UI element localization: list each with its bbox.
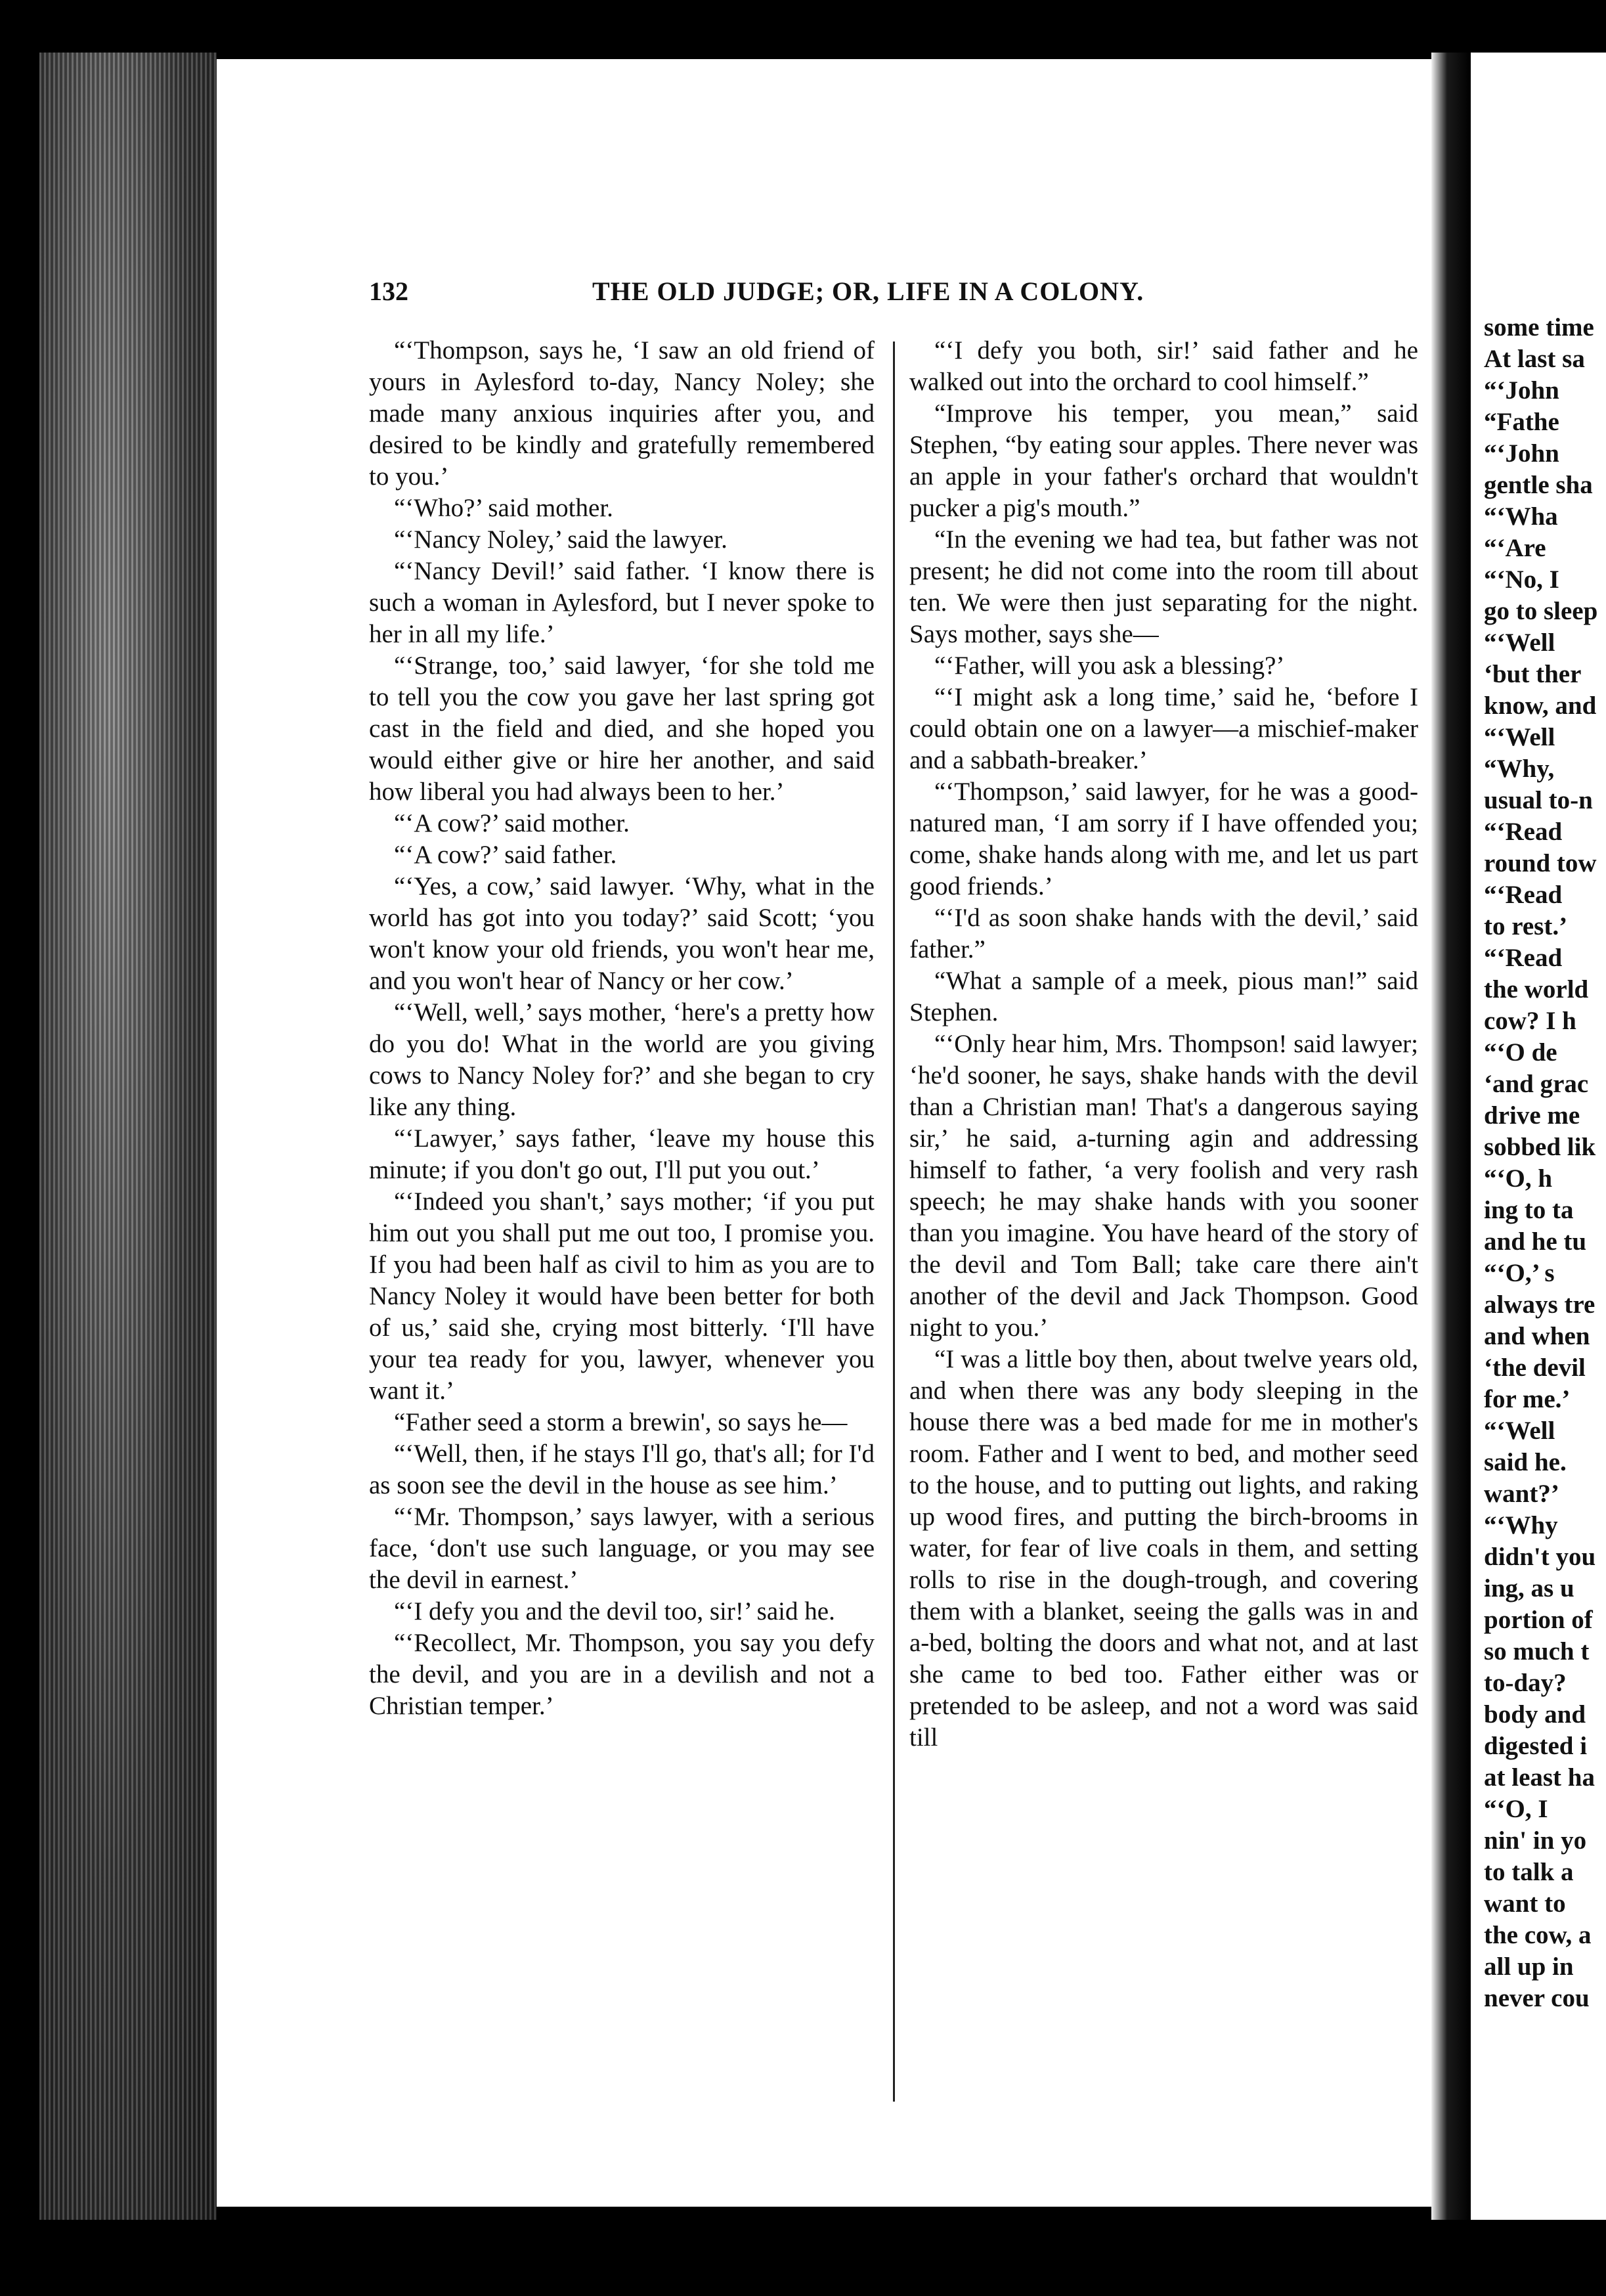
paragraph: “‘I defy you both, sir!’ said father and he walked out into the orchard to cool himself.” <box>909 336 1418 396</box>
line-fragment: cow? I h <box>1484 1007 1576 1035</box>
line-fragment: “‘Why <box>1484 1511 1558 1539</box>
paragraph: “‘Only hear him, Mrs. Thompson! said lawyer; ‘he'd sooner, he says, shake hands with the devil than a Christian man! That's a dangerous saying sir,’ he said, a-turning agin and addressing himself to father, ‘a very foolish and very rash speech; he may shake hands with you sooner than you imagine. You have heard of the story of the devil and Tom Ball; take care there ain't another of the devil and Jack Thompson. Good night to you.’ <box>909 1030 1418 1342</box>
line-fragment: know, and <box>1484 692 1597 720</box>
line-fragment: and he tu <box>1484 1227 1587 1256</box>
book-page-edges <box>39 53 217 2220</box>
running-title: THE OLD JUDGE; OR, LIFE IN A COLONY. <box>592 276 1144 306</box>
line-fragment: go to sleep <box>1484 597 1598 625</box>
paragraph: “‘Strange, too,’ said lawyer, ‘for she told me to tell you the cow you gave her last spring got cast in the field and died, and she hoped you would either give or hire her another, and said how liberal you had always been to her.’ <box>369 651 875 806</box>
line-fragment: said he. <box>1484 1448 1567 1476</box>
line-fragment: “‘Wha <box>1484 502 1558 531</box>
line-fragment: “‘Read <box>1484 944 1563 972</box>
line-fragment: body and <box>1484 1700 1586 1729</box>
line-fragment: “Why, <box>1484 755 1555 783</box>
line-fragment: ‘the devil <box>1484 1354 1586 1382</box>
line-fragment: drive me <box>1484 1101 1580 1130</box>
paragraph: “‘Father, will you ask a blessing?’ <box>934 651 1285 680</box>
paragraph: “‘I defy you and the devil too, sir!’ said he. <box>394 1597 835 1625</box>
line-fragment: “‘O, h <box>1484 1164 1553 1193</box>
paragraph: “I was a little boy then, about twelve years old, and when there was any body sleeping in the house there was a bed made for me in mother's room. Father and I went to bed, and mother seed to the house, and to putting out lights, and raking up wood fires, and putting the birch-brooms in water, for fear of live coals in them, and setting rolls to rise in the dough-trough, and covering them with a blanket, seeing the galls was in and a-bed, bolting the doors and what not, and at last she came to bed too. Father either was or pretended to be asleep, and not a word was said till <box>909 1345 1418 1752</box>
line-fragment: round tow <box>1484 849 1597 877</box>
line-fragment: ing, as u <box>1484 1574 1574 1602</box>
line-fragment: want to <box>1484 1889 1566 1918</box>
paragraph: “‘I might ask a long time,’ said he, ‘before I could obtain one on a lawyer—a mischief-maker and a sabbath-breaker.’ <box>909 683 1418 774</box>
line-fragment: some time <box>1484 313 1594 342</box>
paragraph: “‘Nancy Noley,’ said the lawyer. <box>394 525 727 554</box>
paragraph: “‘Who?’ said mother. <box>394 494 613 522</box>
line-fragment: so much t <box>1484 1637 1590 1666</box>
page-number: 132 <box>369 276 408 306</box>
line-fragment: “‘Read <box>1484 881 1563 909</box>
right-column <box>909 335 1418 2108</box>
paragraph: “‘Lawyer,’ says father, ‘leave my house this minute; if you don't go out, I'll put you out.’ <box>369 1124 875 1184</box>
paragraph: “‘Indeed you shan't,’ says mother; ‘if you put him out you shall put me out too, I promise you. If you had been half as civil to him as you are to Nancy Noley it would have been better for both of us,’ said she, crying most bitterly. ‘I'll have your tea ready for you, lawyer, whenever you want it.’ <box>369 1187 875 1405</box>
paragraph: “What a sample of a meek, pious man!” said Stephen. <box>909 967 1418 1027</box>
line-fragment: portion of <box>1484 1606 1593 1634</box>
line-fragment: At last sa <box>1484 345 1585 373</box>
line-fragment: the cow, a <box>1484 1921 1592 1949</box>
line-fragment: and when <box>1484 1322 1590 1350</box>
paragraph: “‘Thompson,’ said lawyer, for he was a good-natured man, ‘I am sorry if I have offended you; come, shake hands along with me, and let us part good friends.’ <box>909 778 1418 900</box>
paragraph: “‘Nancy Devil!’ said father. ‘I know there is such a woman in Aylesford, but I never spoke to her in all my life.’ <box>369 557 875 648</box>
line-fragment: sobbed lik <box>1484 1133 1596 1161</box>
line-fragment: “‘Well <box>1484 629 1555 657</box>
line-fragment: all up in <box>1484 1953 1574 1981</box>
line-fragment: at least ha <box>1484 1763 1595 1792</box>
line-fragment: for me.’ <box>1484 1385 1571 1413</box>
line-fragment: didn't you <box>1484 1543 1596 1571</box>
line-fragment: want?’ <box>1484 1480 1559 1508</box>
line-fragment: to talk a <box>1484 1858 1574 1886</box>
right-page-partial <box>1471 53 1606 2220</box>
line-fragment: ing to ta <box>1484 1196 1574 1224</box>
paragraph: “In the evening we had tea, but father was not present; he did not come into the room till about ten. We were then just separating for the night. Says mother, says she— <box>909 525 1418 648</box>
line-fragment: to rest.’ <box>1484 912 1568 940</box>
paragraph: “‘A cow?’ said mother. <box>394 809 630 837</box>
paragraph: “‘Well, then, if he stays I'll go, that's all; for I'd as soon see the devil in the house as see him.’ <box>369 1440 875 1499</box>
line-fragment: ‘and grac <box>1484 1070 1589 1098</box>
line-fragment: “‘No, I <box>1484 565 1559 594</box>
column-divider <box>893 342 895 2102</box>
left-column <box>369 335 875 2108</box>
line-fragment: “‘Read <box>1484 818 1563 846</box>
line-fragment: the world <box>1484 975 1589 1004</box>
paragraph: “Improve his temper, you mean,” said Stephen, “by eating sour apples. There never was an apple in your father's orchard that wouldn't pucker a pig's mouth.” <box>909 399 1418 522</box>
line-fragment: “‘Are <box>1484 534 1546 562</box>
line-fragment: gentle sha <box>1484 471 1593 499</box>
paragraph: “‘Well, well,’ says mother, ‘here's a pretty how do you do! What in the world are you giving cows to Nancy Noley for?’ and she began to cry like any thing. <box>369 998 875 1121</box>
paragraph: “‘A cow?’ said father. <box>394 841 617 869</box>
paragraph: “‘Thompson, says he, ‘I saw an old friend of yours in Aylesford to-day, Nancy Noley; she made many anxious inquiries after you, and desired to be kindly and gratefully remembered to you.’ <box>369 336 875 491</box>
line-fragment: “‘Well <box>1484 723 1555 751</box>
paragraph: “Father seed a storm a brewin', so says he— <box>394 1408 848 1436</box>
line-fragment: “‘Well <box>1484 1417 1555 1445</box>
line-fragment: to-day? <box>1484 1669 1567 1697</box>
line-fragment: digested i <box>1484 1732 1588 1760</box>
line-fragment: “‘O de <box>1484 1038 1557 1067</box>
line-fragment: “‘John <box>1484 439 1559 468</box>
line-fragment: “‘O,’ s <box>1484 1259 1555 1287</box>
page-header <box>369 276 1406 315</box>
left-page <box>217 59 1431 2207</box>
paragraph: “‘I'd as soon shake hands with the devil,’ said father.” <box>909 904 1418 963</box>
line-fragment: usual to-n <box>1484 786 1593 814</box>
book-gutter <box>1431 53 1471 2220</box>
next-page-column <box>1484 312 1606 2014</box>
paragraph: “‘Yes, a cow,’ said lawyer. ‘Why, what in the world has got into you today?’ said Scott; ‘you won't know your old friends, you won't hear me, and you won't hear of Nancy or her cow.’ <box>369 872 875 995</box>
line-fragment: “‘John <box>1484 376 1559 405</box>
line-fragment: ‘but ther <box>1484 660 1582 688</box>
line-fragment: “‘O, I <box>1484 1795 1548 1823</box>
paragraph: “‘Mr. Thompson,’ says lawyer, with a serious face, ‘don't use such language, or you may see the devil in earnest.’ <box>369 1503 875 1594</box>
line-fragment: never cou <box>1484 1984 1590 2012</box>
line-fragment: nin' in yo <box>1484 1826 1587 1855</box>
line-fragment: “Fathe <box>1484 408 1559 436</box>
paragraph: “‘Recollect, Mr. Thompson, you say you defy the devil, and you are in a devilish and not a Christian temper.’ <box>369 1629 875 1720</box>
line-fragment: always tre <box>1484 1291 1595 1319</box>
